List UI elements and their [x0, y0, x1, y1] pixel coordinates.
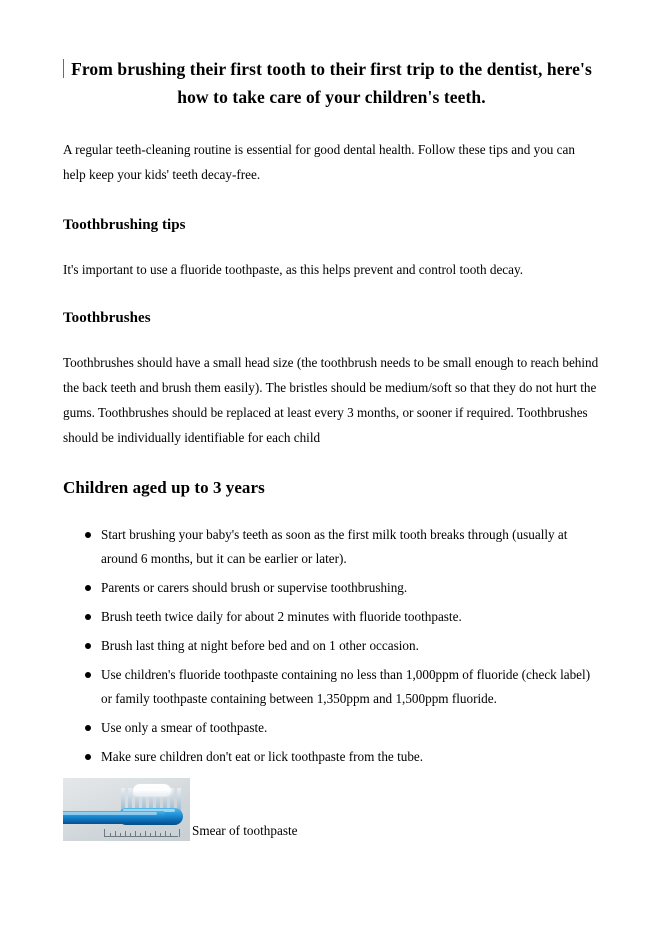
intro-paragraph: A regular teeth-cleaning routine is essential for good dental health. Follow these tips and you can help keep your kids' teeth decay-free.	[63, 142, 575, 182]
tips-bullet-list	[63, 523, 600, 769]
list-item	[63, 716, 600, 740]
list-item	[63, 634, 600, 658]
list-item	[63, 523, 600, 571]
figure-caption: Smear of toothpaste	[192, 823, 298, 838]
list-item-text: Make sure children don't eat or lick toothpaste from the tube.	[101, 749, 424, 764]
list-item	[63, 663, 600, 711]
list-item-text: Parents or carers should brush or supervise toothbrushing.	[101, 580, 408, 595]
list-item-text: Brush last thing at night before bed and on 1 other occasion.	[101, 638, 419, 653]
section-heading-children-up-to-3-years: Children aged up to 3 years	[63, 478, 265, 497]
list-item	[63, 605, 600, 629]
list-item-text: Start brushing your baby's teeth as soon as the first milk tooth breaks through (usually at around 6 months, but it can be earlier or later).	[101, 527, 568, 566]
toothpaste-smear-graphic	[133, 784, 171, 795]
list-item	[63, 576, 600, 600]
bullet-icon	[85, 725, 91, 731]
text-cursor-caret	[63, 59, 64, 78]
bullet-icon	[85, 585, 91, 591]
section-heading-toothbrushes: Toothbrushes	[63, 310, 151, 326]
ruler-baseline	[104, 836, 178, 837]
bullet-icon	[85, 643, 91, 649]
bullet-icon	[85, 754, 91, 760]
page-title-text: From brushing their first tooth to their first trip to the dentist, here's how to take care of your children's teeth.	[71, 59, 592, 107]
brush-handle-highlight	[63, 812, 157, 815]
bullet-icon	[85, 614, 91, 620]
list-item-text: Brush teeth twice daily for about 2 minutes with fluoride toothpaste.	[101, 609, 462, 624]
toothbrush-image	[63, 778, 190, 841]
section-paragraph-toothbrushes: Toothbrushes should have a small head size (the toothbrush needs to be small enough to reach behind the back teeth and brush them easily). The bristles should be medium/soft so that they do not hurt the gums. Toothbrushes should be replaced at least every 3 months, or sooner if required. Toothbrushes should be individually identifiable for each child	[63, 355, 599, 445]
figure-toothbrush	[63, 778, 600, 841]
section-heading-toothbrushing-tips: Toothbrushing tips	[63, 217, 186, 233]
bullet-icon	[85, 672, 91, 678]
list-item-text: Use only a smear of toothpaste.	[101, 720, 268, 735]
bullet-icon	[85, 532, 91, 538]
document-body	[63, 55, 600, 841]
section-paragraph-toothbrushing-tips: It's important to use a fluoride toothpaste, as this helps prevent and control tooth decay.	[63, 262, 524, 277]
list-item	[63, 745, 600, 769]
page-title	[63, 55, 600, 111]
list-item-text: Use children's fluoride toothpaste containing no less than 1,000ppm of fluoride (check label) or family toothpaste containing between 1,350ppm and 1,500ppm fluoride.	[101, 667, 591, 706]
